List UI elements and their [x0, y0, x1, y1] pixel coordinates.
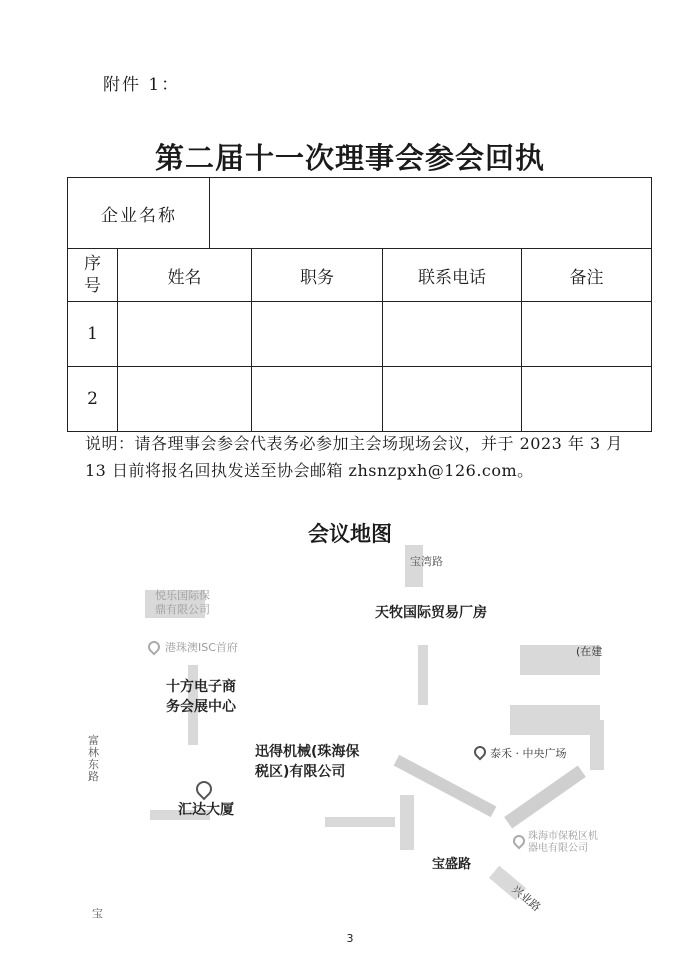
name-cell[interactable]	[118, 367, 252, 432]
map-label-xingye-road: 兴业路	[509, 882, 543, 914]
remark-header: 备注	[522, 249, 652, 302]
map-label-yuele-company: 悦乐国际保 鼎有限公司	[155, 589, 210, 616]
table-row	[68, 302, 652, 367]
map-label-baowan-road: 宝湾路	[410, 555, 443, 568]
position-cell[interactable]	[252, 302, 383, 367]
company-name-label: 企业名称	[68, 178, 210, 249]
map-label-baosheng-road: 宝盛路	[432, 857, 472, 872]
name-cell[interactable]	[118, 302, 252, 367]
map-title: 会议地图	[308, 521, 392, 546]
road-segment	[510, 705, 600, 735]
road-segment	[504, 765, 586, 828]
map-label-shifang-center: 十方电子商 务会展中心	[166, 679, 236, 715]
map-label-xunde: 迅得机械(珠海保 税区)有限公司	[255, 744, 360, 780]
phone-cell[interactable]	[383, 302, 522, 367]
document-title: 第二届十一次理事会参会回执	[154, 141, 545, 175]
header-row	[68, 249, 652, 302]
name-header: 姓名	[118, 249, 252, 302]
location-pin-icon	[146, 639, 163, 656]
phone-cell[interactable]	[383, 367, 522, 432]
remark-cell[interactable]	[522, 367, 652, 432]
row-seq: 1	[68, 302, 118, 367]
map-label-taihe-plaza: 泰禾 · 中央广场	[490, 747, 567, 760]
road-segment	[325, 817, 395, 827]
instruction-note: 说明：请各理事会参会代表务必参加主会场现场会议，并于 2023 年 3 月 13 日前将报名回执发送至协会邮箱 zhsnzpxh@126.com。	[85, 434, 623, 480]
page-number: 3	[346, 932, 354, 945]
company-name-field[interactable]	[210, 178, 652, 249]
remark-cell[interactable]	[522, 302, 652, 367]
map-label-huidao-building: 汇达大厦	[178, 802, 234, 818]
road-segment	[400, 795, 414, 850]
road-segment	[418, 645, 428, 705]
map-label-isc: 港珠澳ISC首府	[165, 641, 238, 654]
phone-header: 联系电话	[383, 249, 522, 302]
company-row	[68, 178, 652, 249]
seq-header	[68, 249, 118, 302]
row-seq: 2	[68, 367, 118, 432]
receipt-form-table	[67, 177, 652, 432]
position-cell[interactable]	[252, 367, 383, 432]
table-row	[68, 367, 652, 432]
location-pin-icon	[193, 778, 216, 801]
map-label-tianmu-factory: 天牧国际贸易厂房	[375, 605, 487, 621]
map-label-fulin-east-road: 富林东路	[88, 734, 99, 783]
location-pin-icon	[472, 744, 489, 761]
seq-header-label: 序号	[84, 254, 101, 296]
map-label-zai: (在建	[576, 645, 603, 658]
road-segment	[590, 720, 604, 770]
attachment-label: 附件 1：	[103, 75, 181, 95]
position-header: 职务	[252, 249, 383, 302]
meeting-map	[80, 545, 620, 925]
map-label-bottom-left: 宝	[92, 907, 103, 920]
location-pin-icon	[511, 833, 528, 850]
map-label-zhuhai-company: 珠海市保税区机 器电有限公司	[528, 831, 598, 854]
